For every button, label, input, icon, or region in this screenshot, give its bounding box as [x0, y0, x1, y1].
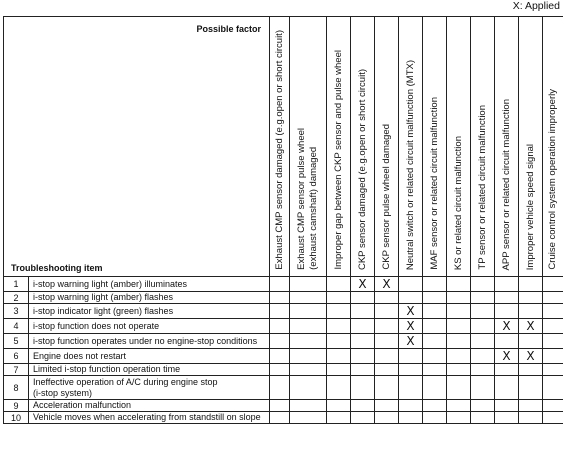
mark-cell [375, 334, 399, 349]
mark-cell [399, 364, 423, 376]
table-row [4, 349, 563, 364]
factor-label: MAF sensor or related circuit malfunction [428, 97, 440, 270]
factor-label: Improper gap between CKP sensor and pulse wheel [332, 50, 344, 270]
applied-mark: X [358, 277, 367, 291]
factor-header-4 [351, 17, 375, 277]
factor-header-12 [543, 17, 563, 277]
mark-cell [290, 376, 327, 400]
header-corner-cell [4, 17, 270, 277]
mark-cell [543, 292, 563, 304]
factor-header-1 [270, 17, 290, 277]
mark-cell [519, 412, 543, 424]
row-item: Limited i-stop function operation time [29, 364, 270, 376]
mark-cell [399, 319, 423, 334]
mark-cell [290, 400, 327, 412]
mark-cell [471, 400, 495, 412]
mark-cell [270, 349, 290, 364]
applied-mark: X [382, 277, 391, 291]
factor-header-8 [447, 17, 471, 277]
row-item: i-stop indicator light (green) flashes [29, 304, 270, 319]
mark-cell [471, 376, 495, 400]
mark-cell [399, 334, 423, 349]
row-item: i-stop function operates under no engine-stop conditions [29, 334, 270, 349]
mark-cell [351, 319, 375, 334]
mark-cell [447, 304, 471, 319]
factor-header-6 [399, 17, 423, 277]
mark-cell [290, 364, 327, 376]
mark-cell [543, 304, 563, 319]
mark-cell [327, 349, 351, 364]
mark-cell [471, 277, 495, 292]
mark-cell [519, 292, 543, 304]
mark-cell [399, 304, 423, 319]
header-row [4, 17, 563, 277]
mark-cell [519, 334, 543, 349]
mark-cell [423, 376, 447, 400]
mark-cell [375, 400, 399, 412]
factor-header-7 [423, 17, 447, 277]
mark-cell [290, 304, 327, 319]
mark-cell [519, 376, 543, 400]
factor-label: APP sensor or related circuit malfunction [500, 98, 512, 270]
mark-cell [471, 334, 495, 349]
table-row [4, 412, 563, 424]
mark-cell [423, 349, 447, 364]
mark-cell [399, 349, 423, 364]
row-number: 6 [4, 349, 29, 364]
factor-label: Cruise control system operation improperly [547, 89, 558, 270]
mark-cell [447, 364, 471, 376]
mark-cell [351, 334, 375, 349]
mark-cell [351, 277, 375, 292]
mark-cell [519, 400, 543, 412]
mark-cell [519, 349, 543, 364]
mark-cell [423, 292, 447, 304]
row-number: 10 [4, 412, 29, 424]
mark-cell [471, 304, 495, 319]
mark-cell [495, 349, 519, 364]
mark-cell [471, 364, 495, 376]
mark-cell [399, 277, 423, 292]
mark-cell [351, 364, 375, 376]
mark-cell [543, 376, 563, 400]
mark-cell [519, 319, 543, 334]
mark-cell [270, 400, 290, 412]
applied-mark: X [502, 319, 511, 333]
factor-label: CKP sensor damaged (e.g.open or short circuit) [356, 68, 368, 270]
mark-cell [447, 277, 471, 292]
mark-cell [519, 277, 543, 292]
mark-cell [495, 277, 519, 292]
mark-cell [471, 412, 495, 424]
factor-label: Neutral switch or related circuit malfunction (MTX) [404, 59, 416, 270]
mark-cell [270, 292, 290, 304]
mark-cell [543, 412, 563, 424]
mark-cell [399, 412, 423, 424]
mark-cell [290, 319, 327, 334]
mark-cell [399, 292, 423, 304]
mark-cell [270, 304, 290, 319]
mark-cell [375, 319, 399, 334]
row-item: i-stop warning light (amber) illuminates [29, 277, 270, 292]
row-number: 9 [4, 400, 29, 412]
row-item: Engine does not restart [29, 349, 270, 364]
mark-cell [447, 319, 471, 334]
table-row [4, 364, 563, 376]
mark-cell [375, 412, 399, 424]
table-row [4, 376, 563, 400]
row-number: 4 [4, 319, 29, 334]
mark-cell [447, 292, 471, 304]
mark-cell [495, 412, 519, 424]
mark-cell [471, 319, 495, 334]
applied-mark: X [406, 319, 415, 333]
mark-cell [447, 334, 471, 349]
mark-cell [375, 376, 399, 400]
row-number: 1 [4, 277, 29, 292]
table-row [4, 319, 563, 334]
mark-cell [447, 412, 471, 424]
mark-cell [270, 376, 290, 400]
row-item: i-stop function does not operate [29, 319, 270, 334]
applied-mark: X [406, 334, 415, 348]
mark-cell [423, 319, 447, 334]
mark-cell [447, 349, 471, 364]
mark-cell [290, 412, 327, 424]
mark-cell [327, 304, 351, 319]
mark-cell [447, 400, 471, 412]
mark-cell [495, 376, 519, 400]
mark-cell [423, 412, 447, 424]
mark-cell [375, 304, 399, 319]
mark-cell [375, 349, 399, 364]
mark-cell [351, 292, 375, 304]
mark-cell [399, 376, 423, 400]
mark-cell [375, 292, 399, 304]
mark-cell [290, 277, 327, 292]
factor-label: CKP sensor pulse wheel damaged [380, 124, 392, 270]
table-row [4, 277, 563, 292]
mark-cell [519, 364, 543, 376]
table-body [4, 277, 563, 424]
row-number: 3 [4, 304, 29, 319]
factor-label: Exhaust CMP sensor damaged (e.g.open or short circuit) [273, 30, 285, 270]
mark-cell [471, 292, 495, 304]
mark-cell [471, 349, 495, 364]
factor-header-11 [519, 17, 543, 277]
row-number: 7 [4, 364, 29, 376]
factor-header-3 [327, 17, 351, 277]
mark-cell [543, 334, 563, 349]
factor-header-10 [495, 17, 519, 277]
mark-cell [375, 277, 399, 292]
row-number: 5 [4, 334, 29, 349]
row-item: Acceleration malfunction [29, 400, 270, 412]
mark-cell [290, 292, 327, 304]
mark-cell [423, 400, 447, 412]
factor-header-5 [375, 17, 399, 277]
mark-cell [519, 304, 543, 319]
mark-cell [290, 349, 327, 364]
table-row [4, 292, 563, 304]
factor-label: TP sensor or related circuit malfunction [476, 105, 488, 270]
applied-mark: X [502, 349, 511, 363]
mark-cell [351, 412, 375, 424]
mark-cell [327, 277, 351, 292]
mark-cell [543, 400, 563, 412]
mark-cell [495, 319, 519, 334]
factor-label: KS or related circuit malfunction [452, 135, 464, 270]
mark-cell [423, 364, 447, 376]
mark-cell [327, 364, 351, 376]
mark-cell [327, 319, 351, 334]
mark-cell [543, 349, 563, 364]
factor-label: Improper vehicle speed signal [524, 143, 536, 270]
mark-cell [495, 334, 519, 349]
row-item: Ineffective operation of A/C during engine stop (i-stop system) [29, 376, 270, 400]
applied-mark: X [526, 349, 535, 363]
mark-cell [495, 364, 519, 376]
table-row [4, 400, 563, 412]
mark-cell [543, 277, 563, 292]
mark-cell [327, 400, 351, 412]
legend: X: Applied [512, 0, 560, 12]
applied-mark: X [526, 319, 535, 333]
mark-cell [543, 364, 563, 376]
mark-cell [423, 334, 447, 349]
factor-label: Exhaust CMP sensor pulse wheel (exhaust camshaft) damaged [296, 128, 319, 270]
row-item: i-stop warning light (amber) flashes [29, 292, 270, 304]
mark-cell [447, 376, 471, 400]
row-item: Vehicle moves when accelerating from standstill on slope [29, 412, 270, 424]
table-row [4, 334, 563, 349]
mark-cell [327, 292, 351, 304]
mark-cell [270, 364, 290, 376]
mark-cell [270, 277, 290, 292]
mark-cell [399, 400, 423, 412]
row-number: 8 [4, 376, 29, 400]
row-number: 2 [4, 292, 29, 304]
troubleshooting-item-label: Troubleshooting item [11, 263, 103, 273]
table-row [4, 304, 563, 319]
mark-cell [270, 412, 290, 424]
mark-cell [270, 319, 290, 334]
mark-cell [423, 304, 447, 319]
factor-header-2 [290, 17, 327, 277]
mark-cell [351, 376, 375, 400]
mark-cell [495, 400, 519, 412]
factor-header-9 [471, 17, 495, 277]
mark-cell [327, 334, 351, 349]
mark-cell [290, 334, 327, 349]
mark-cell [327, 412, 351, 424]
applied-mark: X [406, 304, 415, 318]
mark-cell [495, 304, 519, 319]
possible-factor-label: Possible factor [196, 24, 261, 34]
mark-cell [495, 292, 519, 304]
mark-cell [375, 364, 399, 376]
mark-cell [270, 334, 290, 349]
troubleshooting-matrix [3, 16, 563, 424]
mark-cell [351, 400, 375, 412]
mark-cell [351, 304, 375, 319]
mark-cell [351, 349, 375, 364]
mark-cell [423, 277, 447, 292]
mark-cell [327, 376, 351, 400]
mark-cell [543, 319, 563, 334]
